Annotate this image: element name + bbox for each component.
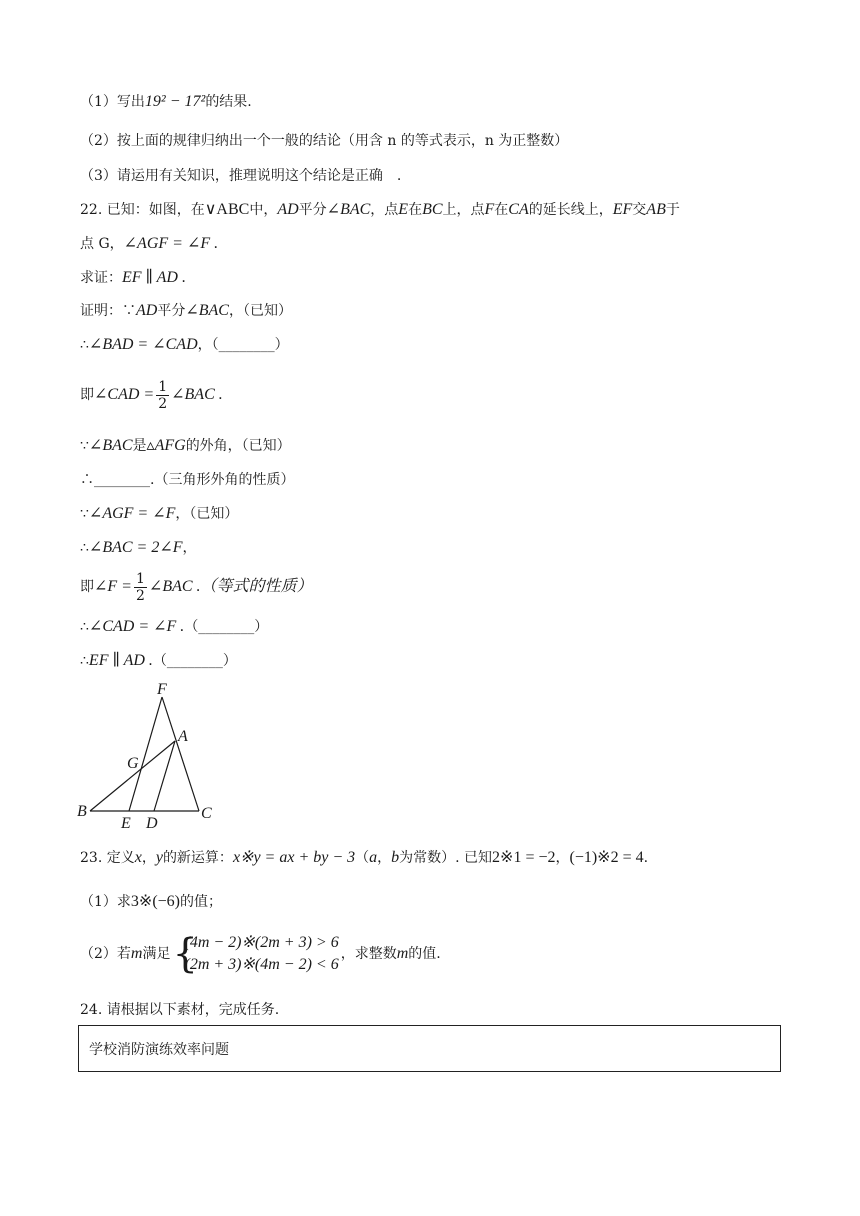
proof-blank: （________） <box>152 653 237 669</box>
q22-stem-text: 22. 已知：如图，在 <box>80 202 205 218</box>
q23-var-a: a <box>369 849 378 866</box>
proof-math: ∠CAD = ∠F . <box>88 618 185 635</box>
q23-given-1: 2※1 = −2 <box>492 849 556 866</box>
q23-part1-expr: 3※(−6) <box>130 893 181 910</box>
fraction-one-half <box>134 571 147 604</box>
q23-text: 的值； <box>180 894 223 910</box>
proof-math: ∠BAC = 2∠F <box>88 539 183 556</box>
q22-stem-text: 平分 <box>298 202 327 218</box>
proof-text: ，（已知） <box>175 506 239 522</box>
q22-ad: AD <box>277 201 299 218</box>
q23-definition: x※y = ax + by − 3 <box>232 849 356 866</box>
proof-text: ∴ <box>80 653 89 669</box>
q23-var-x: x <box>134 849 142 866</box>
inequality-row-1: (4m − 2)※(2m + 3) > 6 <box>184 934 339 951</box>
proof-text: 证明：∵ <box>80 303 136 319</box>
q22-given-angle: ∠AGF = ∠F . <box>123 235 219 252</box>
q23-text: ， <box>555 850 570 866</box>
q23-text: ，求整数 <box>340 946 397 962</box>
inequality-system <box>172 932 338 976</box>
q23-part2 <box>80 930 441 978</box>
label-d: D <box>146 815 158 832</box>
q22-proof-line4 <box>80 436 291 456</box>
label-b: B <box>77 803 87 820</box>
q23-var-b: b <box>391 849 400 866</box>
proof-blank: ，（________） <box>197 337 289 353</box>
q23-text: （ <box>355 850 370 866</box>
proof-text: ， <box>182 540 197 556</box>
q23-text: 的新运算： <box>162 850 233 866</box>
proof-math: ∠BAC .（等式的性质） <box>148 578 313 595</box>
inequality-row-2: (2m + 3)※(4m − 2) < 6 <box>184 956 339 973</box>
q22-stem-text: 中， <box>249 202 278 218</box>
q22-proof-line1 <box>80 301 292 321</box>
proof-math: ∠AGF = ∠F <box>88 505 176 522</box>
label-a: A <box>178 728 188 745</box>
q23-text: 满足 <box>142 946 171 962</box>
q22-point-f: F <box>484 201 495 218</box>
q21-part1 <box>80 92 252 112</box>
proof-math: AD <box>136 302 158 319</box>
proof-text: 的外角，（已知） <box>185 438 291 454</box>
proof-math: ∠BAD = ∠CAD <box>88 336 198 353</box>
q22-proof-line3 <box>80 378 223 412</box>
q22-proof-line8 <box>80 570 313 604</box>
q22-proof-line2 <box>80 335 289 355</box>
q22-stem-text: 的延长线上， <box>528 202 613 218</box>
label-e: E <box>121 815 131 832</box>
q22-ca: CA <box>508 201 529 218</box>
proof-math: ∠F = <box>94 578 132 595</box>
fraction-numerator: 1 <box>158 378 168 395</box>
proof-blank: （________） <box>184 619 269 635</box>
proof-text: ，（已知） <box>228 303 292 319</box>
proof-text: ∴ <box>80 337 89 353</box>
proof-math: ∠BAC . <box>171 386 223 403</box>
proof-text: ∵ <box>80 438 89 454</box>
segment-fe <box>129 697 162 811</box>
proof-text: ∵ <box>80 506 89 522</box>
q23-text: ， <box>141 850 156 866</box>
q24-box-title: 学校消防演练效率问题 <box>89 1042 229 1058</box>
q22-point-e: E <box>398 201 409 218</box>
q21-part3: （3）请运用有关知识，推理说明这个结论是正确 . <box>80 168 402 184</box>
q23-stem <box>80 848 648 868</box>
fraction-one-half <box>156 379 169 412</box>
q22-proof-line9 <box>80 617 268 637</box>
q23-text: （2）若 <box>80 946 131 962</box>
q22-stem-line1 <box>80 200 680 220</box>
q23-given-2: (−1)※2 = 4 <box>569 849 644 866</box>
proof-math: ∠BAC <box>185 302 229 319</box>
proof-text: ∴ <box>80 540 89 556</box>
q24-stem: 24. 请根据以下素材，完成任务. <box>80 1002 280 1018</box>
proof-math: ∠CAD = <box>94 386 155 403</box>
q23-part1 <box>80 892 222 912</box>
q21-part1-expr: 19² − 17² <box>144 93 206 110</box>
q22-bc: BC <box>422 201 443 218</box>
q22-prove-expr: EF ∥ AD . <box>122 269 186 286</box>
q21-part2: （2）按上面的规律归纳出一个一般的结论（用含 n 的等式表示，n 为正整数） <box>80 133 569 149</box>
triangle-figure <box>74 676 224 832</box>
q21-part1-tail: 的结果. <box>205 94 252 110</box>
q23-var-m: m <box>396 945 409 962</box>
q22-angle-bac: ∠BAC <box>326 201 371 218</box>
q21-part1-text: （1）写出 <box>80 94 145 110</box>
fraction-denominator: 2 <box>158 395 168 412</box>
q22-triangle: ∨ABC <box>204 201 250 218</box>
fraction-numerator: 1 <box>135 570 145 587</box>
q23-var-y: y <box>155 849 163 866</box>
q22-proof-line10 <box>80 651 237 671</box>
q23-text: ， <box>377 850 392 866</box>
q22-prove <box>80 268 186 288</box>
q23-text: 23. 定义 <box>80 850 135 866</box>
q22-ef: EF <box>612 201 633 218</box>
q22-stem-text: 上，点 <box>442 202 485 218</box>
label-c: C <box>201 805 212 822</box>
q22-stem-text: 交 <box>632 202 647 218</box>
proof-text: 即 <box>80 387 94 403</box>
q22-stem-text: ，点 <box>370 202 399 218</box>
q23-text: . <box>643 850 649 866</box>
proof-math: ▵AFG <box>146 437 186 454</box>
q22-stem-text: 点 G， <box>80 236 124 252</box>
q23-text: 为常数）. 已知 <box>399 850 493 866</box>
q22-ab: AB <box>646 201 666 218</box>
segment-fc <box>162 697 199 811</box>
label-g: G <box>127 755 139 772</box>
q23-var-m: m <box>130 945 143 962</box>
q22-stem-text: 于 <box>665 202 680 218</box>
proof-math: ∠BAC <box>88 437 133 454</box>
proof-text: 即 <box>80 579 94 595</box>
left-brace-icon: { <box>172 931 198 977</box>
q22-proof-line6 <box>80 504 238 524</box>
proof-text: 是 <box>132 438 147 454</box>
proof-text: 平分 <box>157 303 186 319</box>
q22-stem-text: 在 <box>494 202 509 218</box>
q22-proof-line5: ∴________.（三角形外角的性质） <box>80 472 295 488</box>
q24-material-box <box>78 1025 781 1072</box>
label-f: F <box>157 681 167 698</box>
q22-proof-line7 <box>80 538 197 558</box>
q22-stem-text: 在 <box>408 202 423 218</box>
segment-ad <box>154 741 175 811</box>
q23-text: 的值. <box>408 946 441 962</box>
q22-stem-line2 <box>80 234 218 254</box>
proof-math: EF ∥ AD . <box>88 652 153 669</box>
q22-prove-label: 求证： <box>80 270 122 286</box>
q23-text: （1）求 <box>80 894 131 910</box>
fraction-denominator: 2 <box>135 587 145 604</box>
proof-text: ∴ <box>80 619 89 635</box>
